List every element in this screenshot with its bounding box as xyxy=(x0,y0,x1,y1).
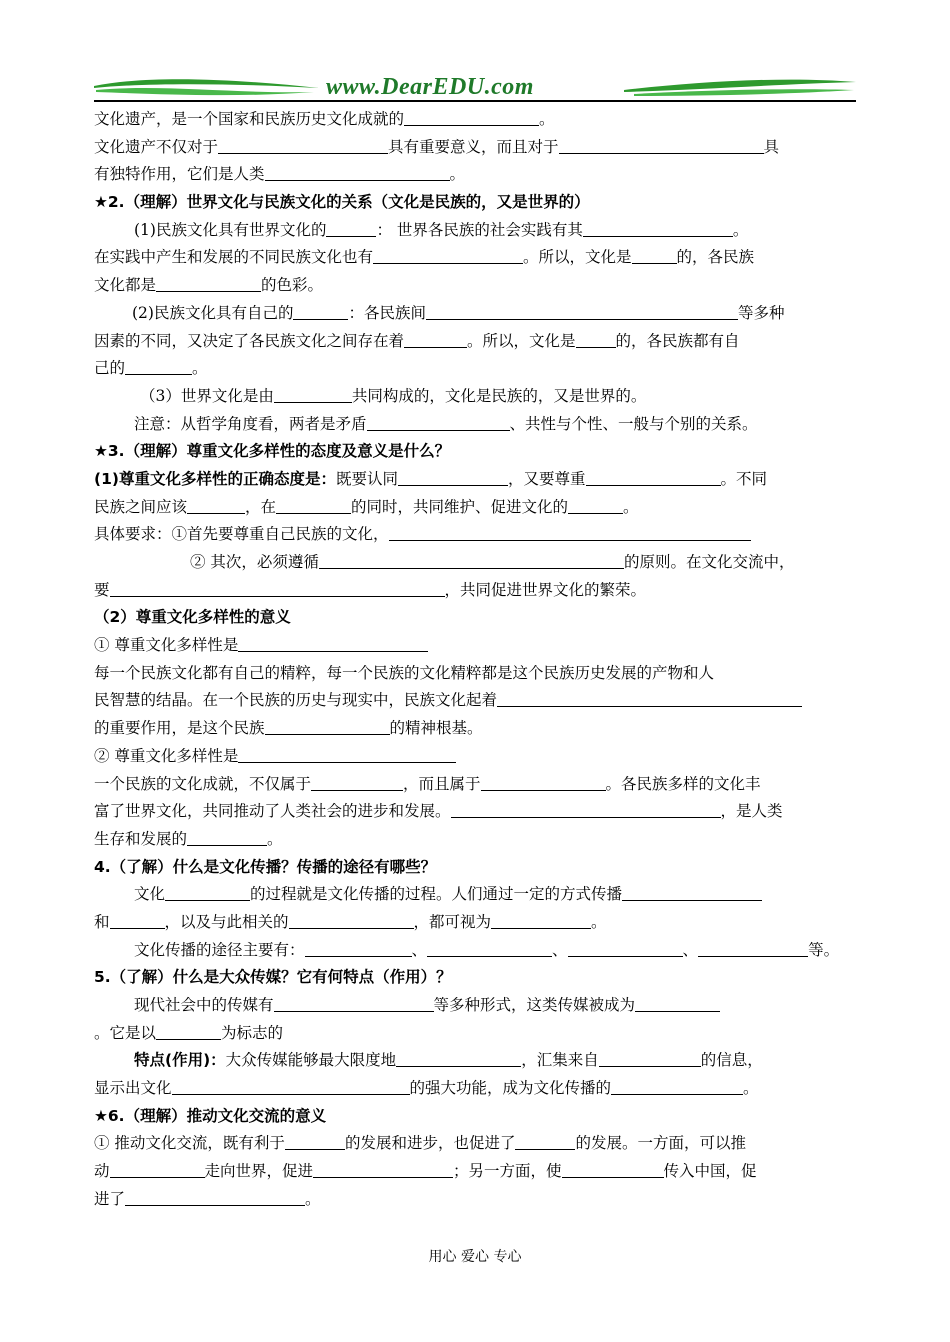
text-segment: 因素的不同，又决定了各民族文化之间存在着 xyxy=(94,331,405,350)
text-segment: 。 xyxy=(449,165,466,184)
section-heading xyxy=(94,1103,858,1131)
text-line xyxy=(94,937,858,965)
fill-in-blank[interactable] xyxy=(576,330,616,348)
fill-in-blank[interactable] xyxy=(497,689,802,707)
fill-in-blank[interactable] xyxy=(326,219,376,237)
text-line xyxy=(94,1158,858,1186)
fill-in-blank[interactable] xyxy=(110,1160,205,1178)
text-segment: 。 xyxy=(539,110,555,128)
section-heading xyxy=(94,438,858,466)
text-line xyxy=(94,134,858,162)
text-line xyxy=(94,992,858,1020)
text-line xyxy=(94,1186,858,1214)
text-segment: (1)尊重文化多样性的正确态度是： xyxy=(94,469,336,488)
text-line xyxy=(94,660,858,688)
text-segment: 特点(作用)： xyxy=(134,1051,226,1070)
text-segment: 一个民族的文化成就，不仅属于 xyxy=(94,774,312,793)
text-segment: 民族之间应该 xyxy=(94,497,188,516)
fill-in-blank[interactable] xyxy=(285,1132,345,1150)
text-segment: 的色彩。 xyxy=(261,276,324,295)
header-rule xyxy=(94,100,856,102)
fill-in-blank[interactable] xyxy=(586,468,721,486)
fill-in-blank[interactable] xyxy=(276,496,351,514)
text-segment: 现代社会中的传媒有 xyxy=(134,996,274,1014)
fill-in-blank[interactable] xyxy=(389,523,751,541)
fill-in-blank[interactable] xyxy=(559,136,764,154)
text-segment: 。 xyxy=(267,829,283,848)
page-footer: 用心 爱心 专心 xyxy=(428,1249,522,1265)
fill-in-blank[interactable] xyxy=(611,1077,743,1095)
text-segment: ，以及与此相关的 xyxy=(164,912,289,931)
text-segment: ，共同促进世界文化的繁荣。 xyxy=(444,580,647,599)
text-segment: 文化 xyxy=(134,885,166,904)
fill-in-blank[interactable] xyxy=(427,939,552,957)
section-heading xyxy=(94,854,858,882)
fill-in-blank[interactable] xyxy=(156,1022,221,1040)
fill-in-blank[interactable] xyxy=(396,1049,521,1067)
text-segment: 。各民族多样的文化丰 xyxy=(605,774,761,793)
text-segment: ★6.（理解）推动文化交流的意义 xyxy=(94,1106,327,1125)
text-line xyxy=(94,328,858,356)
fill-in-blank[interactable] xyxy=(156,274,261,292)
section-heading xyxy=(94,604,858,632)
fill-in-blank[interactable] xyxy=(289,911,414,929)
text-line xyxy=(94,494,858,522)
text-segment: 要 xyxy=(94,580,110,599)
text-segment: 的原则。在文化交流中， xyxy=(623,553,795,571)
text-segment: 大众传媒能够最大限度地 xyxy=(225,1051,397,1070)
text-segment: 。 xyxy=(623,497,639,516)
text-segment: 的发展和进步，也促进了 xyxy=(344,1134,516,1153)
fill-in-blank[interactable] xyxy=(568,496,623,514)
fill-in-blank[interactable] xyxy=(398,468,508,486)
fill-in-blank[interactable] xyxy=(622,883,762,901)
text-segment: 有独特作用，它们是人类 xyxy=(94,165,265,184)
text-segment: 文化遗产，是一个国家和民族历史文化成就的 xyxy=(94,110,405,128)
text-segment: ，在 xyxy=(245,497,277,516)
text-segment: 。 xyxy=(192,359,208,378)
text-line xyxy=(94,217,858,245)
text-segment: 的发展。一方面，可以推 xyxy=(575,1134,746,1153)
text-segment: 5.（了解）什么是大众传媒？它有何特点（作用）？ xyxy=(94,968,452,987)
text-segment: 。 xyxy=(305,1189,321,1208)
text-line xyxy=(94,577,858,605)
text-line xyxy=(94,798,858,826)
text-segment: 动 xyxy=(94,1162,110,1181)
text-segment: 传入中国，促 xyxy=(663,1162,757,1181)
text-line xyxy=(94,466,858,494)
text-line xyxy=(94,687,858,715)
fill-in-blank[interactable] xyxy=(125,1188,305,1206)
text-segment: 共同构成的，文化是民族的，又是世界的。 xyxy=(351,386,647,405)
text-segment: ： 世界各民族的社会实践有其 xyxy=(376,220,583,239)
text-segment: 显示出文化 xyxy=(94,1079,172,1098)
text-segment: ；另一方面，使 xyxy=(453,1162,562,1181)
text-line xyxy=(94,383,858,411)
text-segment: ② 其次，必须遵循 xyxy=(190,553,319,571)
text-segment: (2)民族文化具有自己的 xyxy=(132,303,294,322)
text-line xyxy=(94,300,858,328)
fill-in-blank[interactable] xyxy=(635,994,720,1012)
fill-in-blank[interactable] xyxy=(265,717,390,735)
section-heading xyxy=(94,964,858,992)
fill-in-blank[interactable] xyxy=(110,579,445,597)
text-segment: 等多种形式，这类传媒被成为 xyxy=(433,996,636,1014)
text-segment: 生存和发展的 xyxy=(94,829,188,848)
text-line xyxy=(94,632,858,660)
text-line xyxy=(94,1020,858,1048)
fill-in-blank[interactable] xyxy=(426,302,738,320)
text-segment: 。它是以 xyxy=(94,1023,157,1042)
text-segment: 具有重要意义，而且对于 xyxy=(388,137,559,156)
text-segment: 的，各民族都有自 xyxy=(615,331,740,350)
text-segment: 具体要求：①首先要尊重自己民族的文化， xyxy=(94,525,389,544)
fill-in-blank[interactable] xyxy=(481,773,606,791)
fill-in-blank[interactable] xyxy=(313,1160,453,1178)
text-line xyxy=(94,771,858,799)
text-line xyxy=(94,715,858,743)
fill-in-blank[interactable] xyxy=(293,302,348,320)
text-line xyxy=(94,1075,858,1103)
text-segment: 为标志的 xyxy=(221,1023,284,1042)
text-segment: (1)民族文化具有世界文化的 xyxy=(134,220,327,239)
text-segment: 富了世界文化，共同推动了人类社会的进步和发展。 xyxy=(94,802,451,821)
document-body xyxy=(94,106,858,1214)
text-line xyxy=(94,161,858,189)
text-segment: ，汇集来自 xyxy=(521,1051,599,1070)
text-line xyxy=(94,1047,858,1075)
text-segment: 。 xyxy=(591,912,607,931)
text-segment: 民智慧的结晶。在一个民族的历史与现实中，民族文化起着 xyxy=(94,691,498,710)
fill-in-blank[interactable] xyxy=(311,773,403,791)
fill-in-blank[interactable] xyxy=(125,357,192,375)
fill-in-blank[interactable] xyxy=(698,939,808,957)
text-segment: ① 推动文化交流，既有利于 xyxy=(94,1134,285,1153)
fill-in-blank[interactable] xyxy=(515,1132,575,1150)
text-segment: 在实践中产生和发展的不同民族文化也有 xyxy=(94,248,374,267)
fill-in-blank[interactable] xyxy=(110,911,165,929)
site-logo-text[interactable]: www.DearEDU.com xyxy=(326,74,534,100)
fill-in-blank[interactable] xyxy=(367,413,510,431)
text-segment: 的强大功能，成为文化传播的 xyxy=(409,1079,612,1098)
text-segment: 、共性与个性、一般与个别的关系。 xyxy=(509,414,758,433)
text-segment: 、 xyxy=(411,940,428,959)
fill-in-blank[interactable] xyxy=(568,939,683,957)
fill-in-blank[interactable] xyxy=(238,634,428,652)
text-segment: 的过程就是文化传播的过程。人们通过一定的方式传播 xyxy=(250,885,623,904)
fill-in-blank[interactable] xyxy=(632,246,677,264)
text-segment: （2）尊重文化多样性的意义 xyxy=(94,608,291,627)
text-segment: ，又要尊重 xyxy=(507,469,586,488)
fill-in-blank[interactable] xyxy=(491,911,591,929)
text-segment: 4.（了解）什么是文化传播？传播的途径有哪些？ xyxy=(94,857,437,876)
text-line xyxy=(94,272,858,300)
text-segment: ① 尊重文化多样性是 xyxy=(94,636,239,655)
fill-in-blank[interactable] xyxy=(319,551,624,569)
text-segment: 进了 xyxy=(94,1189,126,1208)
text-segment: 具 xyxy=(763,137,780,156)
text-line xyxy=(94,244,858,272)
fill-in-blank[interactable] xyxy=(583,219,733,237)
text-segment: ★3.（理解）尊重文化多样性的态度及意义是什么？ xyxy=(94,442,451,461)
text-line xyxy=(94,355,858,383)
text-segment: 的重要作用，是这个民族 xyxy=(94,719,265,738)
text-segment: 的同时，共同维护、促进文化的 xyxy=(351,497,569,516)
text-segment: （3）世界文化是由 xyxy=(140,386,274,405)
text-segment: 的，各民族 xyxy=(676,248,755,267)
text-segment: 。所以，文化是 xyxy=(467,331,576,350)
text-line xyxy=(94,826,858,854)
text-line xyxy=(94,411,858,439)
text-segment: ② 尊重文化多样性是 xyxy=(94,746,239,765)
text-segment: ：各民族间 xyxy=(348,303,426,322)
fill-in-blank[interactable] xyxy=(404,108,539,126)
fill-in-blank[interactable] xyxy=(218,136,388,154)
section-heading xyxy=(94,189,858,217)
fill-in-blank[interactable] xyxy=(274,994,434,1012)
fill-in-blank[interactable] xyxy=(404,330,467,348)
text-segment: 和 xyxy=(94,912,110,931)
text-segment: 的信息， xyxy=(700,1051,763,1070)
text-line xyxy=(94,1130,858,1158)
text-line xyxy=(94,743,858,771)
text-segment: 己的 xyxy=(94,359,126,378)
fill-in-blank[interactable] xyxy=(238,745,456,763)
text-line xyxy=(94,881,858,909)
fill-in-blank[interactable] xyxy=(274,385,352,403)
fill-in-blank[interactable] xyxy=(373,246,523,264)
text-segment: ，而且属于 xyxy=(403,774,481,793)
text-segment: 。 xyxy=(732,220,749,239)
text-segment: 文化传播的途径主要有： xyxy=(134,940,305,959)
text-line xyxy=(94,549,858,577)
text-segment: 。 xyxy=(743,1079,759,1098)
fill-in-blank[interactable] xyxy=(599,1049,701,1067)
text-segment: 。不同 xyxy=(720,469,768,488)
fill-in-blank[interactable] xyxy=(165,883,250,901)
fill-in-blank[interactable] xyxy=(305,939,412,957)
text-segment: 注意：从哲学角度看，两者是矛盾 xyxy=(134,414,367,433)
text-segment: 等。 xyxy=(808,940,840,959)
text-segment: 每一个民族文化都有自己的精粹，每一个民族的文化精粹都是这个民族历史发展的产物和人 xyxy=(94,663,715,682)
text-segment: 。所以，文化是 xyxy=(523,248,632,267)
fill-in-blank[interactable] xyxy=(265,163,450,181)
fill-in-blank[interactable] xyxy=(562,1160,664,1178)
text-segment: 既要认同 xyxy=(335,469,398,488)
fill-in-blank[interactable] xyxy=(451,800,721,818)
text-line xyxy=(94,521,858,549)
text-segment: 等多种 xyxy=(737,303,785,322)
text-segment: 的精神根基。 xyxy=(389,719,483,738)
text-segment: 文化都是 xyxy=(94,276,157,295)
text-segment: ，是人类 xyxy=(720,802,783,821)
text-segment: 、 xyxy=(552,940,568,959)
text-line xyxy=(94,909,858,937)
fill-in-blank[interactable] xyxy=(172,1077,410,1095)
text-line xyxy=(94,106,858,134)
text-segment: 文化遗产不仅对于 xyxy=(94,137,219,156)
fill-in-blank[interactable] xyxy=(187,828,267,846)
fill-in-blank[interactable] xyxy=(187,496,245,514)
text-segment: ，都可视为 xyxy=(413,912,492,931)
text-segment: 走向世界，促进 xyxy=(204,1162,314,1181)
text-segment: 、 xyxy=(682,940,699,959)
text-segment: ★2.（理解）世界文化与民族文化的关系（文化是民族的，又是世界的） xyxy=(94,193,590,212)
